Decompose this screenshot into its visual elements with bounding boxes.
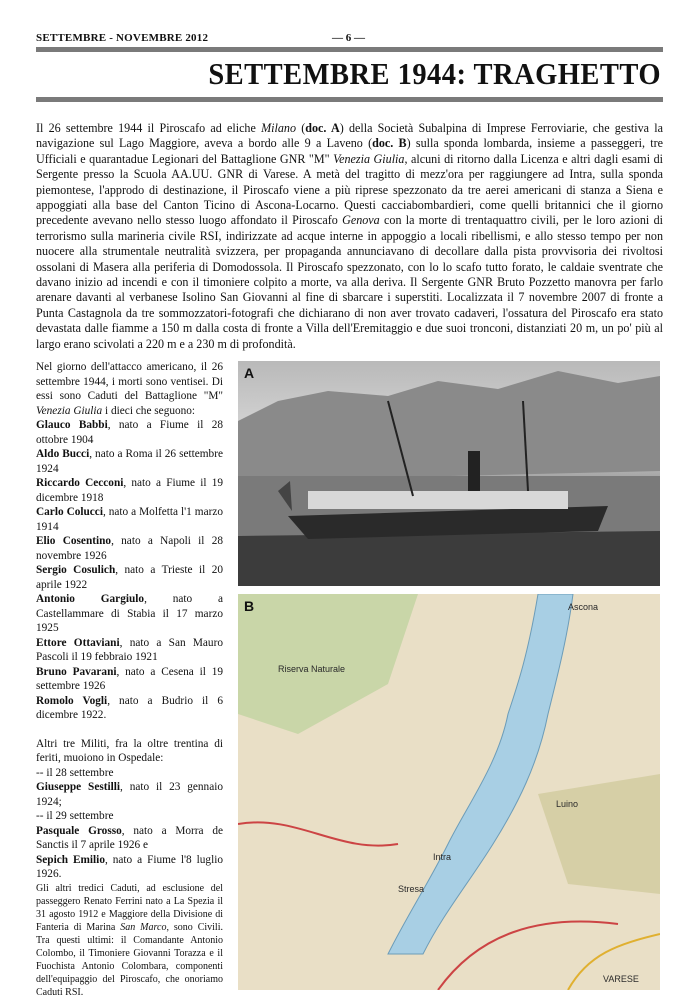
place-label: Ascona <box>568 602 599 612</box>
place-label: VARESE <box>603 974 639 984</box>
steamship-photo-drawing <box>238 361 660 586</box>
page-header <box>36 30 663 48</box>
issue-date: SETTEMBRE - NOVEMBRE 2012 <box>36 32 209 44</box>
hospital-item: Giuseppe Sestilli, nato il 23 gennaio 1924; <box>36 781 223 808</box>
fallen-list <box>36 418 223 723</box>
hospital-item: Sepich Emilio, nato a Fiume l'8 luglio 1926. <box>36 853 223 880</box>
civilian-note: Gli altri tredici Caduti, ad esclusione del passeggero Renato Ferrini nato a La Spezia il 31 agosto 1912 e Maggiore della Divisione di Fanteria di Marina San Marco, sono Civili. Tra questi ultimi: il Comandante Antonio Colombo, il Timoniere Giovanni Torazza e il Fuochista Antonio Colombara, componenti dell'equipaggio del Piroscafo, che onoriamo Caduti RSI. <box>36 882 223 998</box>
casualties-intro: Nel giorno dell'attacco americano, il 26 settembre 1944, i morti sono ventisei. Di essi sono Caduti del Battaglione "M" Venezia Giulia i dieci che seguono: <box>36 361 223 417</box>
fallen-item: Ettore Ottaviani, nato a San Mauro Pascoli il 19 febbraio 1921 <box>36 636 223 663</box>
article-title: SETTEMBRE 1944: TRAGHETTO <box>208 56 661 91</box>
funnel <box>468 451 480 491</box>
doc-a-label: A <box>244 365 255 381</box>
header-rule <box>36 47 663 52</box>
page-number: — 6 — <box>332 32 365 44</box>
fallen-item: Bruno Pavarani, nato a Cesena il 19 settembre 1926 <box>36 665 223 692</box>
fallen-item: Romolo Vogli, nato a Budrio il 6 dicembre 1922. <box>36 694 223 721</box>
casualties-column <box>36 360 223 999</box>
place-label: Stresa <box>398 884 425 894</box>
fallen-item: Aldo Bucci, nato a Roma il 26 settembre 1924 <box>36 448 223 475</box>
fallen-item: Carlo Colucci, nato a Molfetta l'1 marzo 1914 <box>36 506 224 533</box>
lake-map-drawing <box>238 594 660 990</box>
title-rule <box>36 97 663 102</box>
intro-paragraph: Il 26 settembre 1944 il Piroscafo ad eliche Milano (doc. A) della Società Subalpina di Imprese Ferroviarie, che gestiva la navigazione sul Lago Maggiore, aveva a bordo alle 9 a Laveno (doc. B) sulla sponda lombarda, insieme a passeggeri, tre Ufficiali e quarantadue Legionari del Battaglione GNR "M" Venezia Giulia, alcuni di ritorno dalla Licenza e altri dagli esami di Sergente presso la Scuola AA.UU. GNR di Varese. A metà del tragitto di mezz'ora per raggiungere ad Intra, sulla sponda piemontese, l'approdo di destinazione, il Piroscafo viene a più riprese spezzonato da tre aerei americani di stanza a Siena e appoggiati alla base del Canton Ticino di Ascona-Locarno. Questi cacciabombardieri, come quelli britannici che il giorno precedente avevano nello stesso luogo affondato il Piroscafo Genova con la morte di trentaquattro civili, per le loro azioni di terrorismo sulla marineria civile RSI, indirizzate ad acque interne in appoggio a locali ribellismi, e allo stesso tempo per non nuocere alla strumentale neutralità svizzera, per propaganda annunciavano di decollare dalla pista provvisoria dei rivoltosi ossolani di Masera alla periferia di Domodossola. Il Piroscafo spezzonato, con lo lo scafo tutto forato, le caldaie sventrate che davano inizio ad incendi e con il timoniere colpito a morte, va alla deriva. Il Sergente GNR Bruto Pozzetto manovra per farlo arenare davanti al verbanese Isolino San Giovanni al fine di sbarcare i superstiti. Localizzata il 7 novembre 2007 di fronte a Punta Castagnola da tre sommozzatori-fotografi che dichiarano di non aver trovato cadaveri, l'ossatura del Piroscafo era stato devastata dalle fiamme a 150 m dalla costa di fronte a Villa dell'Eremitaggio e due suoi tronconi, distanziati 20 m, un po' più al largo erano scivolati a 220 m e a 230 m di profondità. <box>36 121 663 351</box>
shore <box>238 531 660 586</box>
hospital-item: Pasquale Grosso, nato a Morra de Sanctis il 7 aprile 1926 e <box>36 824 223 851</box>
place-label: Luino <box>556 799 579 809</box>
steamship-photo <box>238 361 660 586</box>
place-label: Riserva Naturale <box>278 664 346 674</box>
fallen-item: Riccardo Cecconi, nato a Fiume il 19 dicembre 1918 <box>36 477 224 504</box>
hospital-date-2: -- il 29 settembre <box>36 810 114 822</box>
doc-b-label: B <box>244 598 255 614</box>
fallen-item: Antonio Gargiulo, nato a Castellammare di Stabia il 17 marzo 1925 <box>36 593 223 634</box>
deck <box>308 491 568 509</box>
hospital-intro: Altri tre Militi, fra la oltre trentina di feriti, muoiono in Ospedale: <box>36 737 223 764</box>
fallen-item: Glauco Babbi, nato a Fiume il 28 ottobre 1904 <box>36 419 223 446</box>
fallen-item: Elio Cosentino, nato a Napoli il 28 novembre 1926 <box>36 535 223 562</box>
hospital-date-1: -- il 28 settembre <box>36 766 114 779</box>
mountains <box>238 371 660 481</box>
place-label: Intra <box>433 852 452 862</box>
fallen-item: Sergio Cosulich, nato a Trieste il 20 aprile 1922 <box>36 564 223 591</box>
lake-map <box>238 594 660 990</box>
